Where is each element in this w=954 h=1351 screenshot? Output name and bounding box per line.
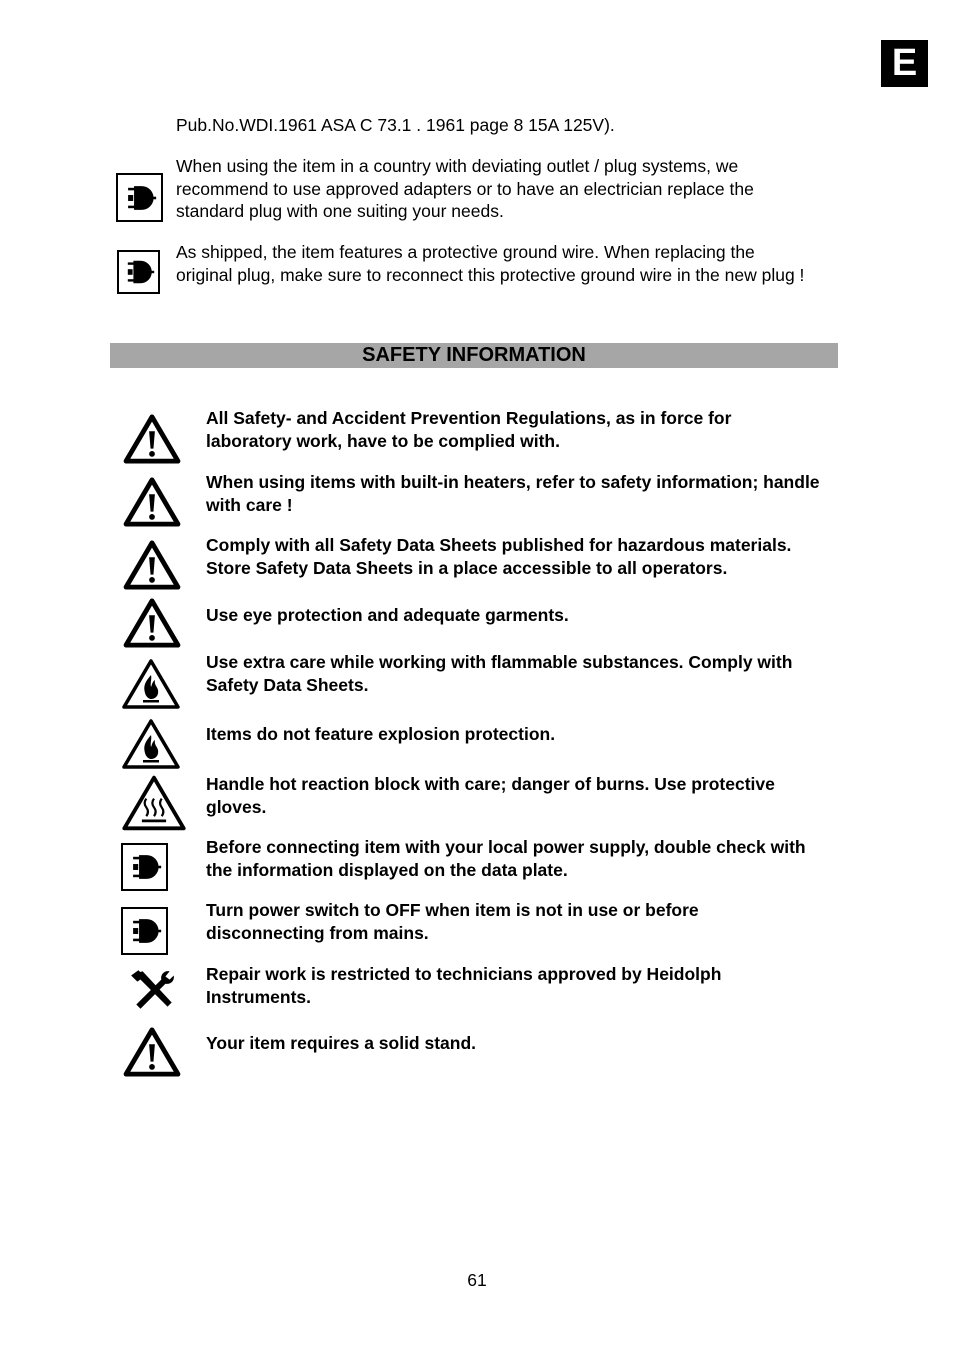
safety-item-2	[206, 471, 820, 516]
text-line: gloves.	[206, 796, 267, 817]
text-line: standard plug with one suiting your needs.	[176, 201, 504, 221]
plug-icon	[121, 843, 168, 891]
text-line: As shipped, the item features a protective ground wire. When replacing the	[176, 242, 755, 262]
safety-item-4	[206, 604, 569, 627]
text-line: When using the item in a country with deviating outlet / plug systems, we	[176, 156, 739, 176]
page-number: 61	[467, 1270, 487, 1290]
warning-icon	[123, 414, 181, 464]
text-line: recommend to use approved adapters or to have an electrician replace the	[176, 178, 754, 199]
pub-line: Pub.No.WDI.1961 ASA C 73.1 . 1961 page 8 15A 125V).	[176, 115, 615, 135]
text-line: Safety Data Sheets.	[206, 674, 369, 695]
safety-item-3	[206, 534, 791, 579]
safety-item-7	[206, 773, 775, 818]
text-line: original plug, make sure to reconnect this protective ground wire in the new plug !	[176, 264, 805, 285]
text-line: When using items with built-in heaters, refer to safety information; handle	[206, 472, 820, 492]
safety-item-1	[206, 407, 731, 452]
text-line: disconnecting from mains.	[206, 922, 429, 943]
text-line: the information displayed on the data plate.	[206, 859, 568, 880]
text-line: laboratory work, have to be complied with.	[206, 430, 560, 451]
text-line: All Safety- and Accident Prevention Regulations, as in force for	[206, 408, 732, 428]
plug-icon	[117, 250, 160, 294]
text-line: Turn power switch to OFF when item is not in use or before	[206, 900, 699, 920]
text-line: Comply with all Safety Data Sheets published for hazardous materials.	[206, 535, 792, 555]
safety-item-6	[206, 723, 555, 746]
warning-icon	[123, 598, 181, 648]
text-line: Repair work is restricted to technicians approved by Heidolph	[206, 964, 722, 984]
safety-item-10	[206, 963, 721, 1008]
language-tab: E	[881, 40, 928, 87]
plug-icon	[116, 173, 163, 222]
safety-item-5	[206, 651, 792, 696]
safety-item-8	[206, 836, 806, 881]
section-title: SAFETY INFORMATION	[110, 343, 838, 368]
intro-paragraph-2	[176, 241, 804, 286]
text-line: Use eye protection and adequate garments.	[206, 605, 569, 625]
tools-icon	[128, 967, 180, 1013]
warning-icon	[123, 477, 181, 527]
text-line: Instruments.	[206, 986, 312, 1007]
text-line: Use extra care while working with flammable substances. Comply with	[206, 652, 793, 672]
text-line: Store Safety Data Sheets in a place accessible to all operators.	[206, 557, 728, 578]
flammable-icon	[121, 657, 181, 711]
safety-item-11	[206, 1032, 476, 1055]
text-line: Before connecting item with your local power supply, double check with	[206, 837, 806, 857]
plug-icon	[121, 907, 168, 955]
intro-paragraph-1	[176, 155, 754, 223]
text-line: Items do not feature explosion protection.	[206, 724, 556, 744]
safety-item-9	[206, 899, 699, 944]
warning-icon	[123, 1027, 181, 1077]
text-line: Handle hot reaction block with care; danger of burns. Use protective	[206, 774, 775, 794]
warning-icon	[123, 540, 181, 590]
text-line: with care !	[206, 494, 293, 515]
flammable-icon	[121, 717, 181, 771]
hot-surface-icon	[121, 774, 187, 832]
text-line: Your item requires a solid stand.	[206, 1033, 477, 1053]
